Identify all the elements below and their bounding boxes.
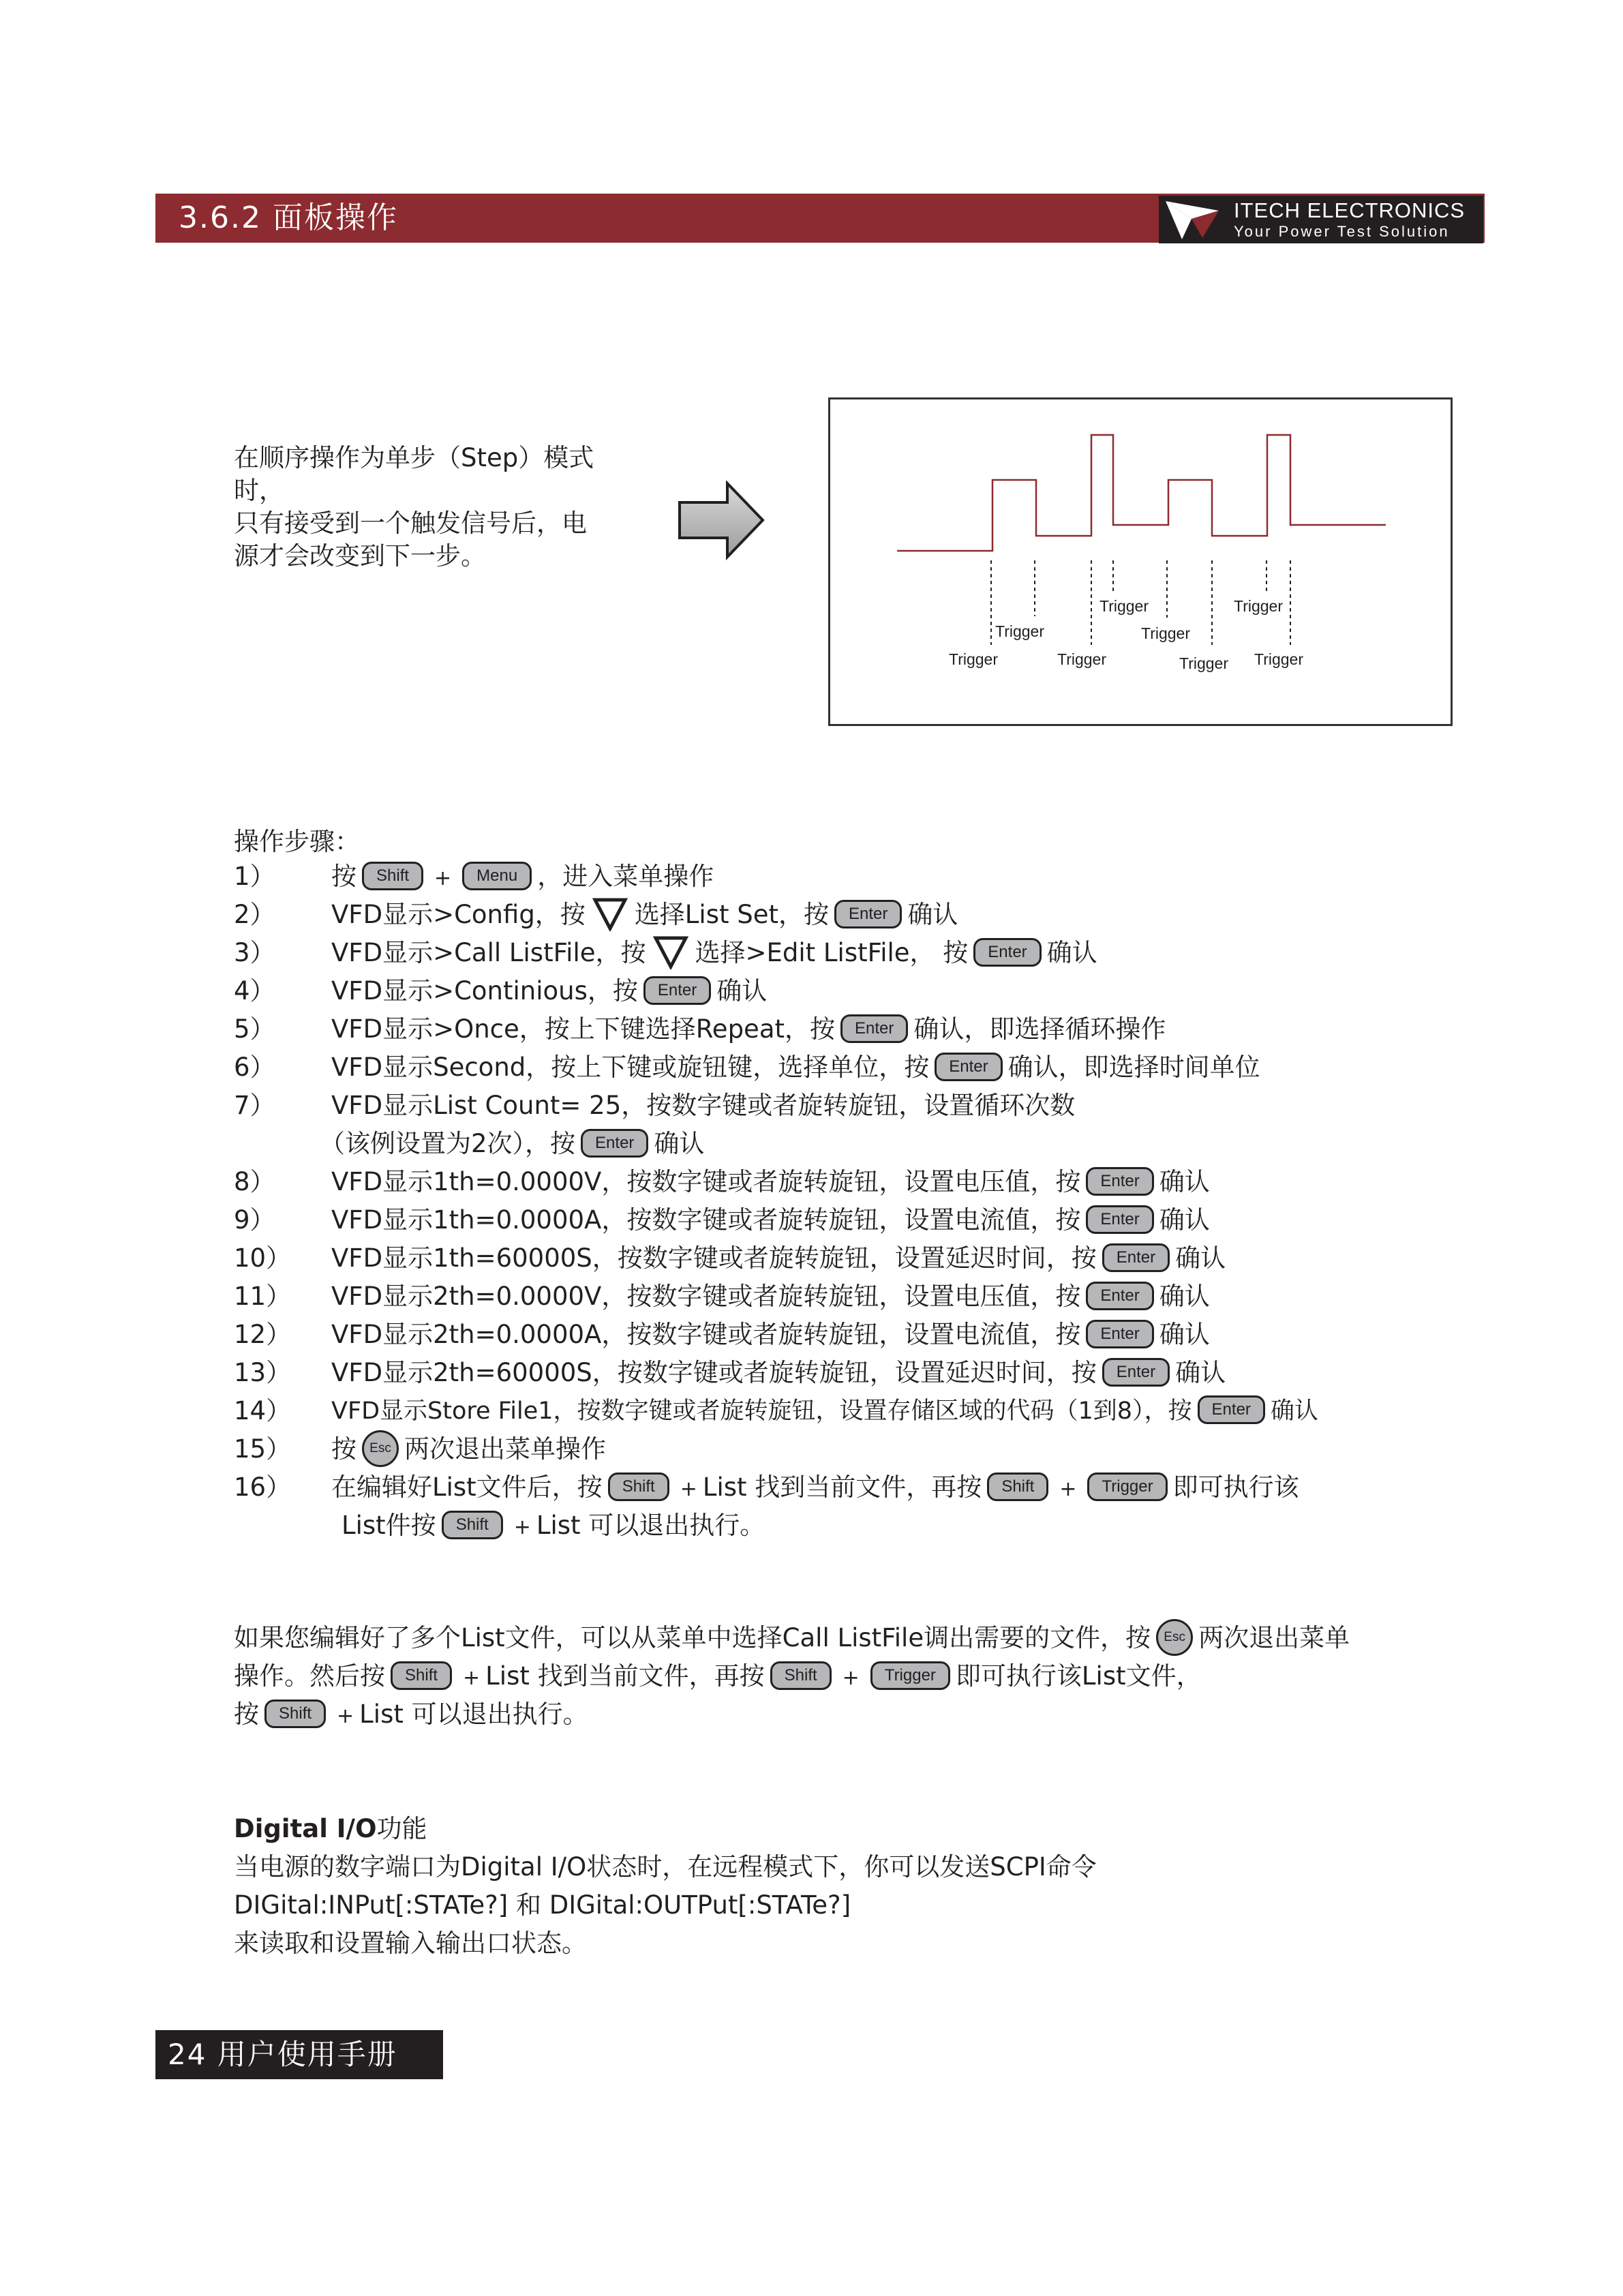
down-arrow-key-icon (592, 897, 628, 931)
paragraph-text: 两次退出菜单 (1198, 1623, 1350, 1652)
digital-io-title-suffix: 功能 (376, 1814, 427, 1843)
right-arrow-icon (678, 481, 767, 562)
step-text: （该例设置为2次），按 (320, 1129, 576, 1158)
step-text: 确认 (716, 976, 768, 1006)
step-text: VFD显示>Config，按 (331, 900, 586, 929)
step-text: 选择List Set，按 (634, 900, 830, 929)
plus-sign: + (842, 1666, 860, 1690)
paragraph-text: 按 (234, 1700, 259, 1729)
plus-sign: + (513, 1515, 531, 1539)
step-waveform (830, 399, 1451, 724)
trigger-label: Trigger (995, 622, 1044, 640)
step-number: 8） (234, 1167, 275, 1196)
paragraph-text: 即可执行该List文件， (955, 1661, 1202, 1691)
step-text: 在编辑好List文件后，按 (331, 1472, 603, 1502)
shift-key: Shift (264, 1700, 326, 1728)
esc-key: Esc (362, 1430, 399, 1467)
step-text: 确认 (1175, 1358, 1226, 1387)
step-text: 两次退出菜单操作 (404, 1434, 606, 1464)
enter-key: Enter (643, 976, 711, 1005)
multi-file-paragraph-line (234, 1657, 1202, 1697)
step-text: VFD显示Second，按上下键或旋钮键，选择单位，按 (331, 1053, 930, 1082)
digital-io-command: DIGital:INPut[:STATe?] 和 DIGital:OUTPut[:STATe?] (234, 1890, 851, 1920)
enter-key: Enter (1102, 1243, 1170, 1272)
step-text: VFD显示>Continious，按 (331, 976, 638, 1006)
step-number: 6） (234, 1053, 275, 1082)
step-text: 按 (331, 862, 357, 891)
menu-key: Menu (462, 862, 532, 890)
step-text: 确认 (907, 900, 958, 929)
step-trigger-diagram (828, 397, 1453, 726)
plus-sign: + (337, 1704, 354, 1728)
esc-key: Esc (1156, 1619, 1193, 1656)
shift-key: Shift (391, 1661, 452, 1690)
step-number: 11） (234, 1282, 292, 1311)
step-text: VFD显示>Once，按上下键选择Repeat，按 (331, 1014, 836, 1044)
step-text: VFD显示>Call ListFile，按 (331, 938, 646, 967)
digital-io-title: Digital I/O (234, 1814, 377, 1843)
step-number: 7） (234, 1091, 275, 1120)
step-number: 13） (234, 1358, 292, 1387)
step-number: 5） (234, 1014, 275, 1044)
step-text: 确认，即选择时间单位 (1007, 1053, 1260, 1082)
step-text: VFD显示List Count= 25，按数字键或者旋转旋钮，设置循环次数 (331, 1091, 1076, 1120)
step-text: 确认，即选择循环操作 (913, 1014, 1166, 1044)
trigger-key: Trigger (870, 1661, 950, 1690)
step-number: 12） (234, 1320, 292, 1349)
step-text: List件按 (342, 1511, 436, 1540)
step-text: VFD显示1th=60000S，按数字键或者旋转旋钮，设置延迟时间，按 (331, 1243, 1097, 1273)
enter-key: Enter (840, 1014, 908, 1043)
enter-key: Enter (1086, 1320, 1153, 1348)
page-footer: 24 用户使用手册 (168, 2038, 397, 2071)
enter-key: Enter (1198, 1395, 1265, 1424)
paragraph-text: List 可以退出执行。 (359, 1700, 588, 1729)
step-number: 3） (234, 938, 275, 967)
step-text: 确认 (1159, 1320, 1210, 1349)
step-text: VFD显示1th=0.0000A，按数字键或者旋转旋钮，设置电流值，按 (331, 1205, 1081, 1235)
step-text: 确认 (1159, 1282, 1210, 1311)
digital-io-text: 当电源的数字端口为Digital I/O状态时，在远程模式下，你可以发送SCPI命令 (234, 1852, 1097, 1882)
step-number: 1） (234, 862, 275, 891)
enter-key: Enter (1086, 1167, 1153, 1196)
plus-sign: + (463, 1666, 481, 1690)
step-text: ，进入菜单操作 (537, 862, 714, 891)
enter-key: Enter (1086, 1282, 1153, 1310)
step-text: 确认 (1046, 938, 1097, 967)
step-number: 16） (234, 1472, 292, 1502)
intro-line: 源才会改变到下一步。 (234, 541, 486, 571)
trigger-label: Trigger (1141, 624, 1190, 642)
paragraph-text: 如果您编辑好了多个List文件，可以从菜单中选择Call ListFile调出需要的文件，按 (234, 1623, 1151, 1652)
step-text: List 找到当前文件，再按 (702, 1472, 982, 1502)
plus-sign: + (1059, 1477, 1077, 1501)
step-text: 按 (331, 1434, 357, 1464)
itech-logo-mark-icon (1162, 196, 1223, 243)
step-number: 9） (234, 1205, 275, 1235)
step-text: VFD显示Store File1，按数字键或者旋转旋钮，设置存储区域的代码（1到8），按 (331, 1398, 1192, 1425)
step-text: 确认 (654, 1129, 705, 1158)
logo-company-name: ITECH ELECTRONICS (1234, 198, 1466, 222)
steps-heading: 操作步骤： (234, 827, 360, 856)
section-title: 3.6.2 面板操作 (179, 200, 398, 235)
enter-key: Enter (1102, 1358, 1170, 1387)
step-text: 选择>Edit ListFile， 按 (695, 938, 969, 967)
intro-line: 只有接受到一个触发信号后，电 (234, 509, 587, 538)
step-number: 15） (234, 1434, 292, 1464)
intro-text (234, 442, 656, 573)
enter-key: Enter (973, 938, 1041, 967)
trigger-key: Trigger (1087, 1472, 1167, 1501)
shift-key: Shift (770, 1661, 832, 1690)
step-number: 2） (234, 900, 275, 929)
enter-key: Enter (581, 1129, 648, 1158)
step-number: 14） (234, 1396, 292, 1425)
logo-tagline: Your Power Test Solution (1234, 223, 1450, 240)
step-number: 10） (234, 1243, 292, 1273)
step-number: 4） (234, 976, 275, 1006)
enter-key: Enter (1086, 1205, 1153, 1234)
paragraph-text: 操作。然后按 (234, 1661, 385, 1691)
step-text: 确认 (1159, 1167, 1210, 1196)
step-text: 确认 (1159, 1205, 1210, 1235)
digital-io-text: 来读取和设置输入输出口状态。 (234, 1929, 587, 1958)
step-text: List 可以退出执行。 (536, 1511, 765, 1540)
step-text: VFD显示1th=0.0000V，按数字键或者旋转旋钮，设置电压值，按 (331, 1167, 1081, 1196)
paragraph-text: List 找到当前文件，再按 (485, 1661, 765, 1691)
plus-sign: + (434, 866, 452, 890)
multi-file-paragraph-line (234, 1619, 1350, 1658)
intro-line: 时， (234, 476, 284, 505)
trigger-label: Trigger (1099, 597, 1149, 615)
trigger-label: Trigger (1179, 654, 1228, 672)
intro-line: 在顺序操作为单步（Step）模式 (234, 443, 594, 472)
step-text: VFD显示2th=0.0000A，按数字键或者旋转旋钮，设置电流值，按 (331, 1320, 1081, 1349)
trigger-label: Trigger (1234, 597, 1283, 615)
shift-key: Shift (362, 862, 423, 890)
step-text: 确认 (1270, 1398, 1318, 1425)
shift-key: Shift (987, 1472, 1048, 1501)
enter-key: Enter (834, 900, 902, 928)
step-text: VFD显示2th=60000S，按数字键或者旋转旋钮，设置延迟时间，按 (331, 1358, 1097, 1387)
step-text: VFD显示2th=0.0000V，按数字键或者旋转旋钮，设置电压值，按 (331, 1282, 1081, 1311)
step-text: 确认 (1175, 1243, 1226, 1273)
plus-sign: + (680, 1477, 697, 1501)
multi-file-paragraph-line (234, 1695, 588, 1736)
trigger-label: Trigger (1254, 650, 1303, 668)
digital-io-heading (234, 1810, 427, 1848)
trigger-label: Trigger (949, 650, 998, 668)
step-text: 即可执行该 (1172, 1472, 1299, 1502)
shift-key: Shift (442, 1511, 503, 1539)
down-arrow-key-icon (653, 935, 688, 969)
shift-key: Shift (608, 1472, 669, 1501)
enter-key: Enter (935, 1053, 1002, 1081)
trigger-label: Trigger (1057, 650, 1106, 668)
